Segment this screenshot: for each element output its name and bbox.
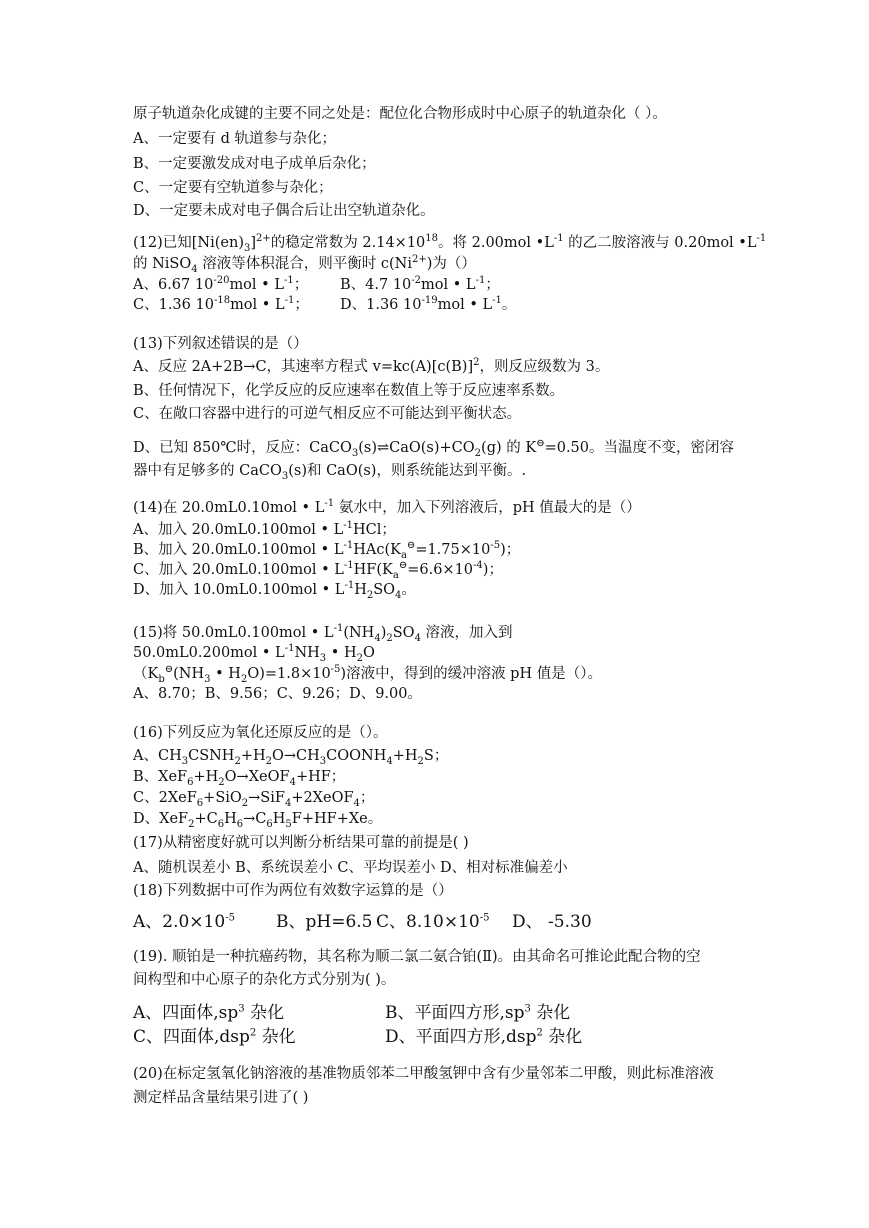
- q14-stem: (14)在 20.0mL0.10mol • $L^{-1}$ 氨水中，加入下列溶液后，pH 值最大的是（）: [133, 498, 641, 516]
- q17-options: A、随机误差小 B、系统误差小 C、平均误差小 D、相对标准偏差小: [133, 860, 568, 876]
- q14-option-a: A、加入 20.0mL0.100mol • $L^{-1}HCl$；: [133, 520, 396, 538]
- q14-option-c: C、加入 20.0mL0.100mol • $L^{-1}HF(K_a^⊖=6.6\times 10^{-4})$；: [133, 560, 503, 581]
- q11-stem: 原子轨道杂化成键的主要不同之处是：配位化合物形成时中心原子的轨道杂化（ ）。: [133, 106, 667, 122]
- q17-stem: (17)从精密度好就可以判断分析结果可靠的前提是( ): [133, 835, 469, 851]
- q13-stem: (13)下列叙述错误的是（）: [133, 336, 308, 352]
- q12-option-a: A、6.67 $10^{-20}mol$ • $L^{-1}$；: [133, 275, 309, 293]
- q18-option-d: D、 -5.30: [512, 912, 592, 932]
- q18-option-a: A、$2.0\times 10^{-5}$: [133, 912, 235, 932]
- q16-option-a: A、$CH_3CSNH_2+H_2O\to CH_3COONH_4+H_2S$；: [133, 748, 449, 767]
- q19-stem-line2: 间构型和中心原子的杂化方式分别为( )。: [133, 972, 396, 988]
- q15-stem-line2: 50.0mL0.200mol • $L^{-1}NH_3$ • $H_2O$: [133, 643, 375, 664]
- q14-option-d: D、加入 10.0mL0.100mol • $L^{-1}H_2SO_4$。: [133, 580, 416, 601]
- q13-option-a: A、反应 2A+2B→C，其速率方程式 $v=kc(A)[c(B)]^2$，则反应级数为 3。: [133, 357, 610, 375]
- q13-option-c: C、在敞口容器中进行的可逆气相反应不可能达到平衡状态。: [133, 406, 522, 422]
- q20-stem-line1: (20)在标定氢氧化钠溶液的基准物质邻苯二甲酸氢钾中含有少量邻苯二甲酸，则此标准溶液: [133, 1066, 714, 1082]
- q11-option-c: C、一定要有空轨道参与杂化；: [133, 180, 333, 196]
- q16-option-c: C、2XeF$_6$+SiO$_2$→SiF$_4$+2XeOF$_4$；: [133, 790, 375, 809]
- q18-option-c: C、$8.10\times 10^{-5}$: [376, 912, 490, 932]
- q16-option-b: B、$XeF_6+H_2O\to XeOF_4+HF$；: [133, 769, 346, 788]
- q18-option-b: B、pH=6.5: [276, 912, 373, 932]
- q13-option-b: B、任何情况下，化学反应的反应速率在数值上等于反应速率系数。: [133, 383, 565, 399]
- q12-option-b: B、4.7 $10^{-2}mol$ • $L^{-1}$；: [340, 275, 500, 293]
- q13-option-d-line2: 器中有足够多的 CaCO$_3$(s)和 CaO(s)，则系统能达到平衡。.: [133, 463, 527, 482]
- q12-stem-line1: (12)已知$[Ni(en)_3]^{2+}$的稳定常数为 $2.14\times 10^{18}$。将 2.00mol $•L^{-1}$ 的乙二胺溶液与 0.20mol $•L^{-1}$: [133, 233, 767, 254]
- q12-stem-line2: 的 NiSO$_4$ 溶液等体积混合，则平衡时 $c(Ni^{2+})$为（）: [133, 254, 476, 275]
- q11-option-d: D、一定要未成对电子偶合后让出空轨道杂化。: [133, 203, 435, 219]
- q15-options: A、8.70；B、9.56；C、9.26；D、9.00。: [133, 686, 422, 702]
- q12-option-c: C、1.36 $10^{-18}mol$ • $L^{-1}$；: [133, 295, 309, 313]
- q15-stem-line3: （$K_b^⊖(NH_3$ • $H_2O)=1.8\times 10^{-5}$)溶液中，得到的缓冲溶液 pH 值是（）。: [133, 664, 602, 685]
- q19-option-b: B、平面四方形$,sp^3$ 杂化: [385, 1003, 571, 1023]
- q13-option-d-line1: D、已知 850℃时，反应：$CaCO_3(s)\rightleftharpoons CaO(s)+CO_2(g)$ 的 K⊖=0.50。当温度不变，密闭容: [133, 438, 735, 459]
- q19-option-d: D、平面四方形,dsp$^2$ 杂化: [385, 1027, 583, 1047]
- q19-option-c: C、四面体,dsp$^2$ 杂化: [133, 1027, 296, 1047]
- q19-option-a: A、四面体$,sp^3$ 杂化: [133, 1003, 285, 1023]
- q14-option-b: B、加入 20.0mL0.100mol • $L^{-1}HAc(K_a^⊖=1.75\times 10^{-5})$；: [133, 540, 521, 561]
- q16-stem: (16)下列反应为氧化还原反应的是（）。: [133, 725, 388, 741]
- q11-option-b: B、一定要激发成对电子成单后杂化；: [133, 156, 376, 172]
- q18-stem: (18)下列数据中可作为两位有效数字运算的是（）: [133, 883, 453, 899]
- q16-option-d: D、$XeF_2+C_6H_6\to C_6H_5F+HF+Xe$。: [133, 811, 383, 830]
- q12-option-d: D、1.36 $10^{-19}mol$ • $L^{-1}$。: [340, 295, 517, 313]
- q11-option-a: A、一定要有 d 轨道参与杂化；: [133, 131, 336, 147]
- q15-stem-line1: (15)将 50.0mL0.100mol • $L^{-1}(NH_4)_2SO_4$ 溶液，加入到: [133, 623, 513, 644]
- q19-stem-line1: (19). 顺铂是一种抗癌药物，其名称为顺二氯二氨合铂(Ⅱ)。由其命名可推论此配合物的空: [133, 949, 701, 965]
- q20-stem-line2: 测定样品含量结果引进了( ): [133, 1090, 309, 1106]
